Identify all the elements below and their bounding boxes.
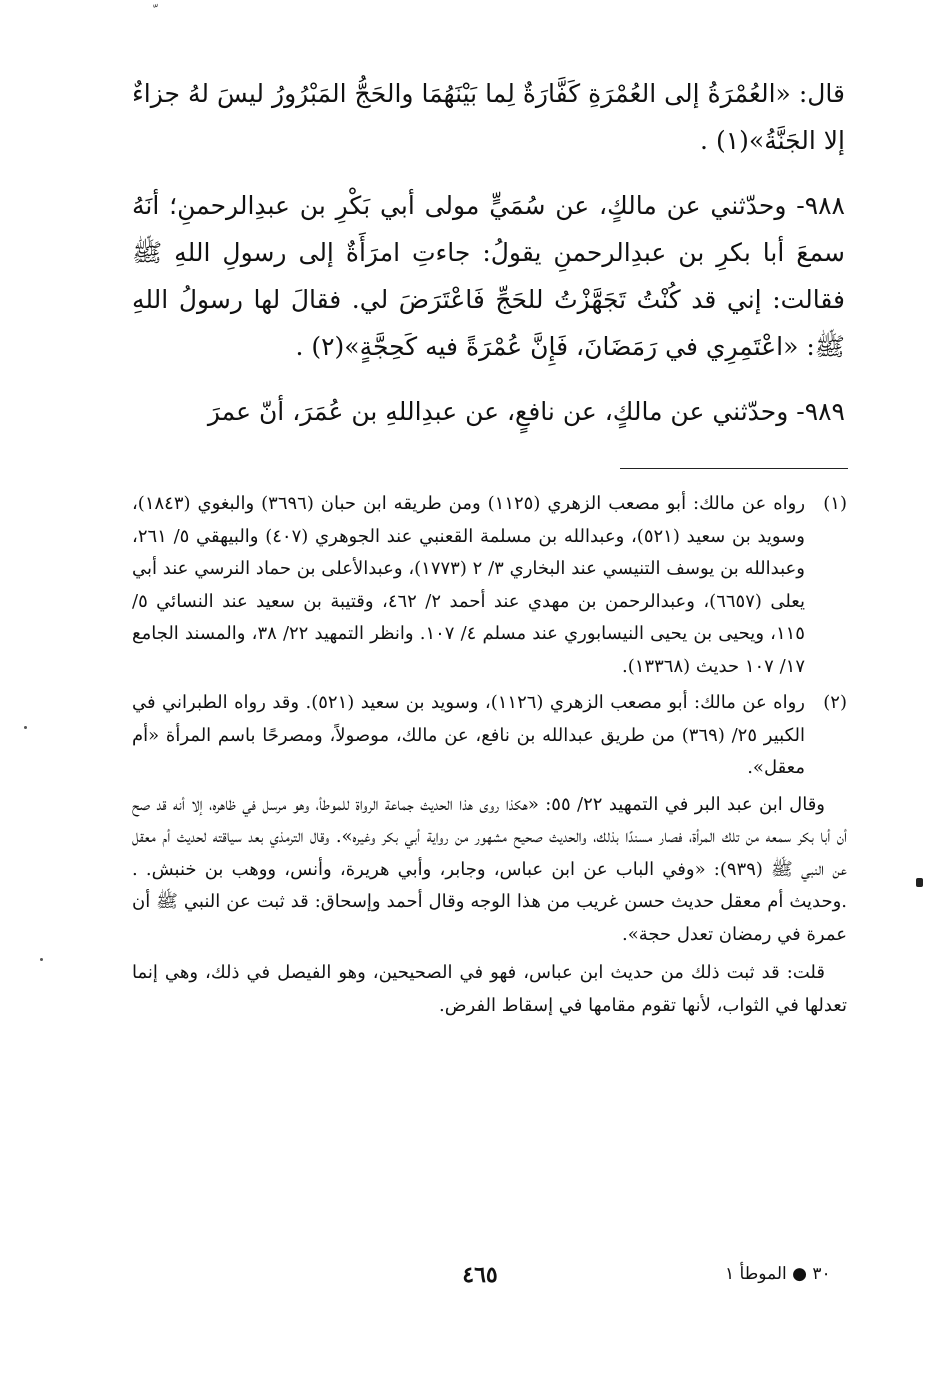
footnote-2-paragraph-3: قلت: قد ثبت ذلك من حديث ابن عباس، فهو في الصحيحين، وهو الفيصل في ذلك، وهي إنما تعدلها في الثواب، لأنها تقوم مقامها في إسقاط الفرض. <box>132 962 847 1016</box>
footnote-text: رواه عن مالك: أبو مصعب الزهري (١١٢٥) ومن طريقه ابن حبان (٣٦٩٦) والبغوي (١٨٤٣)، وسويد بن سعيد (٥٢١)، وعبدالله بن مسلمة القعنبي عند الجوهري (٤٠٧) والبيهقي ٥/ ٢٦١، وعبدالله بن يوسف التنيسي عند البخاري ٣/ ٢ (١٧٧٣)، وعبدالأعلى بن حماد النرسي عند أبي يعلى (٦٦٥٧)، وعبدالرحمن بن مهدي عند أحمد ٢/ ٤٦٢، وقتيبة بن سعيد عند النسائي ٥/ ١١٥، ويحيى بن يحيى النيسابوري عند مسلم ٤/ ١٠٧. وانظر التمهيد ٢٢/ ٣٨، والمسند الجامع ١٧/ ١٠٧ حديث (١٣٣٦٨). <box>132 493 806 677</box>
footnote-2 <box>132 687 847 785</box>
signature-mark: ٣٠ ● الموطأ ١ <box>725 1264 831 1284</box>
footnote-divider <box>620 468 848 469</box>
hadith-988: ٩٨٨- وحدّثني عن مالكٍ، عن سُمَيٍّ مولى أبي بَكْرِ بن عبدِالرحمنِ؛ أنَهُ سمعَ أبا بكرِ بن عبدِالرحمنِ يقولُ: جاءتِ امرَأَةٌ إلى رسولِ اللهِ ﷺ فقالت: إني قد كُنْتُ تَجَهَّزْتُ للحَجِّ فَاعْتَرَضَ لي. فقالَ لها رسولُ اللهِ ﷺ: «اعْتَمِرِي في رَمَضَانَ، فَإِنَّ عُمْرَةً فيه كَحِجَّةٍ»(٢) . <box>132 191 845 361</box>
scan-speck <box>40 958 43 961</box>
footnote-text: رواه عن مالك: أبو مصعب الزهري (١١٢٦)، وسويد بن سعيد (٥٢١). وقد رواه الطبراني في الكبير ٢٥/ (٣٦٩) من طريق عبدالله بن نافع، عن مالك، موصولاً، ومصرحًا باسم المرأة «أم معقل». <box>132 692 805 778</box>
footnote-1 <box>132 488 847 683</box>
footnote-number: (١) <box>823 493 847 514</box>
footnote-2-paragraph-2: وقال ابن عبد البر في التمهيد ٢٢/ ٥٥: «هكذا روى هذا الحديث جماعة الرواة للموطأ، وهو مرسل في ظاهره، إلا أنه قد صح أن أبا بكر سمعه من تلك المرأة، فصار مسندًا بذلك، والحديث صحيح مشهور من رواية أبي بكر وغيره». وقال الترمذي بعد سياقته لحديث أم معقل عن النبي ﷺ (٩٣٩): «وفي الباب عن ابن عباس، وجابر، وأبي هريرة، وأنس، ووهب بن خنبش. . .وحديث أم معقل حديث حسن غريب من هذا الوجه وقال أحمد وإسحاق: قد ثبت عن النبي ﷺ أن عمرة في رمضان تعدل حجة». <box>132 793 847 945</box>
main-text <box>132 70 845 453</box>
page-number: ٤٦٥ <box>462 1262 498 1288</box>
margin-bullet-mark <box>916 878 923 887</box>
main-paragraph-1: قال: «العُمْرَةُ إلى العُمْرَةِ كَفَّارَةٌ لِما بَيْنَهُمَا والحَجُّ المَبْرُورُ ليسَ لهُ جزاءٌ إلا الجَنَّةُ»(١) . <box>132 79 845 155</box>
hadith-989: ٩٨٩- وحدّثني عن مالكٍ، عن نافعٍ، عن عبدِاللهِ بن عُمَرَ، أنّ عمرَ <box>207 397 845 426</box>
scan-speck <box>24 726 27 729</box>
footnotes <box>132 488 847 1028</box>
footnote-number: (٢) <box>823 692 847 713</box>
